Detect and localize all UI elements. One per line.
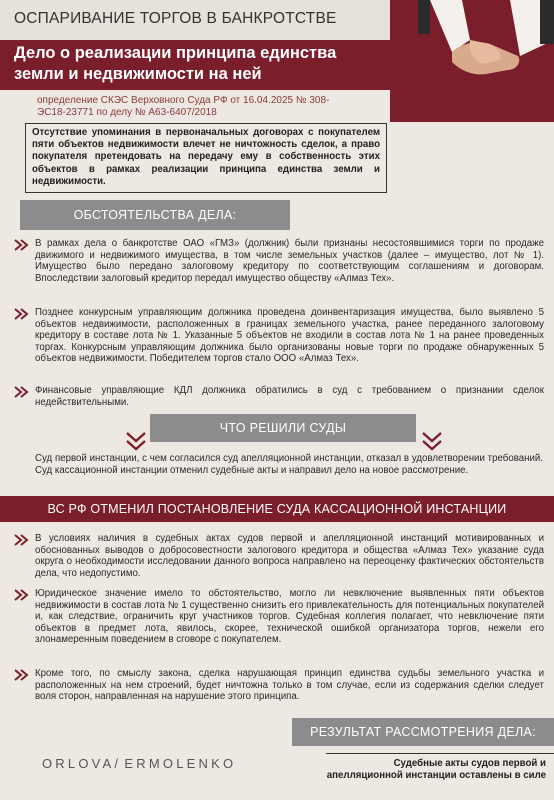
chevron-right-icon [14, 239, 30, 251]
supreme-text: Кроме того, по смыслу закона, сделка нарушающая принцип единства судьбы земельного участка и расположенных на нем строений, будет ничтожна только в том случае, если из содержания сделки следует воля сторон, направленная на нарушение этого принципа. [35, 668, 544, 703]
list-item [14, 238, 544, 284]
summary-box: Отсутствие упоминания в первоначальных договорах с покупателем пяти объектов недвижимости влечет не ничтожность сделок, а право покупателя претендовать на передачу ему в собственность этих объектов в рамках реализации принципа единства земли и недвижимости. [25, 123, 387, 193]
section-title: ОСПАРИВАНИЕ ТОРГОВ В БАНКРОТСТВЕ [14, 10, 337, 27]
logo-right: ERMOLENKO [124, 756, 237, 771]
ruling-reference: определение СКЭС Верховного Суда РФ от 16.04.2025 № 308-ЭС18-23771 по делу № А63-6407/2018 [37, 95, 330, 118]
circumstances-label: ОБСТОЯТЕЛЬСТВА ДЕЛА: [20, 200, 290, 230]
supreme-court-banner: ВС РФ ОТМЕНИЛ ПОСТАНОВЛЕНИЕ СУДА КАССАЦИОННОЙ ИНСТАНЦИИ [0, 496, 554, 522]
company-logo [42, 756, 236, 771]
list-item [14, 533, 544, 579]
chevron-right-icon [14, 669, 30, 681]
chevron-down-icon [124, 430, 148, 454]
result-label: РЕЗУЛЬТАТ РАССМОТРЕНИЯ ДЕЛА: [292, 718, 554, 746]
handshake-icon [390, 0, 554, 122]
list-item [14, 588, 544, 646]
supreme-text: В условиях наличия в судебных актах судов первой и апелляционной инстанций мотивированных и обоснованных выводов о добросовестности залогового кредитора и общества «Алмаз Тех» указание суда округа о необходимости исследовании данного вопроса направлено на переоценку фактических обстоятельств дела, что недопустимо. [35, 533, 544, 579]
logo-left: ORLOVA [42, 756, 115, 771]
supreme-text: Юридическое значение имело то обстоятельство, могло ли невключение выявленных пяти объектов недвижимости в состав лота № 1 существенно снизить его привлекательность для потенциальных покупателей и, как следствие, ограничить круг участников торгов. Судебная коллегия полагает, что невключение пяти объектов в предмет лота, явилось, скорее, технической ошибкой организатора торгов, нежели его злонамеренным поведением в сговоре с покупателем. [35, 588, 544, 646]
handshake-photo [390, 0, 554, 122]
chevron-right-icon [14, 308, 30, 320]
headline-banner [0, 40, 390, 90]
circumstance-text: В рамках дела о банкротстве ОАО «ГМЗ» (должник) были признаны несостоявшимися торги по продаже движимого и недвижимого имущества, в том числе земельных участков (далее – имущество, лот № 1). Имущество было передано залоговому кредитору по соответствующим соглашениям и договорам. Впоследствии залоговый кредитор передал имущество обществу «Алмаз Тех». [35, 238, 544, 284]
chevron-right-icon [14, 534, 30, 546]
circumstance-text: Финансовые управляющие КДЛ должника обратились в суд с требованием о признании сделок недействительными. [35, 385, 544, 408]
courts-label: ЧТО РЕШИЛИ СУДЫ [150, 414, 416, 442]
headline: Дело о реализации принципа единства земли и недвижимости на ней [14, 44, 337, 83]
chevron-right-icon [14, 386, 30, 398]
chevron-down-icon [420, 430, 444, 454]
result-text: Судебные акты судов первой и апелляционной инстанции оставлены в силе [326, 753, 554, 781]
list-item [14, 307, 544, 365]
courts-text: Суд первой инстанции, с чем согласился суд апелляционной инстанции, отказал в удовлетворении требований. Суд кассационной инстанции отменил судебные акты и направил дело на новое рассмотрение. [35, 453, 543, 476]
list-item [14, 668, 544, 703]
chevron-right-icon [14, 589, 30, 601]
circumstance-text: Позднее конкурсным управляющим должника проведена доинвентаризация имущества, было выявлено 5 объектов недвижимости, расположенных в границах земельного участка, ранее переданного залоговому кредитору в составе лота № 1. Указанные 5 объектов не входили в состав лота № 1 на ранее проведенных торгах. Конкурсным управляющим должника было организованы новые торги по продаже обнаруженных 5 объектов недвижимости. Победителем торгов стало ООО «Алмаз Тех». [35, 307, 544, 365]
list-item [14, 385, 544, 408]
logo-slash-icon: / [114, 756, 122, 771]
